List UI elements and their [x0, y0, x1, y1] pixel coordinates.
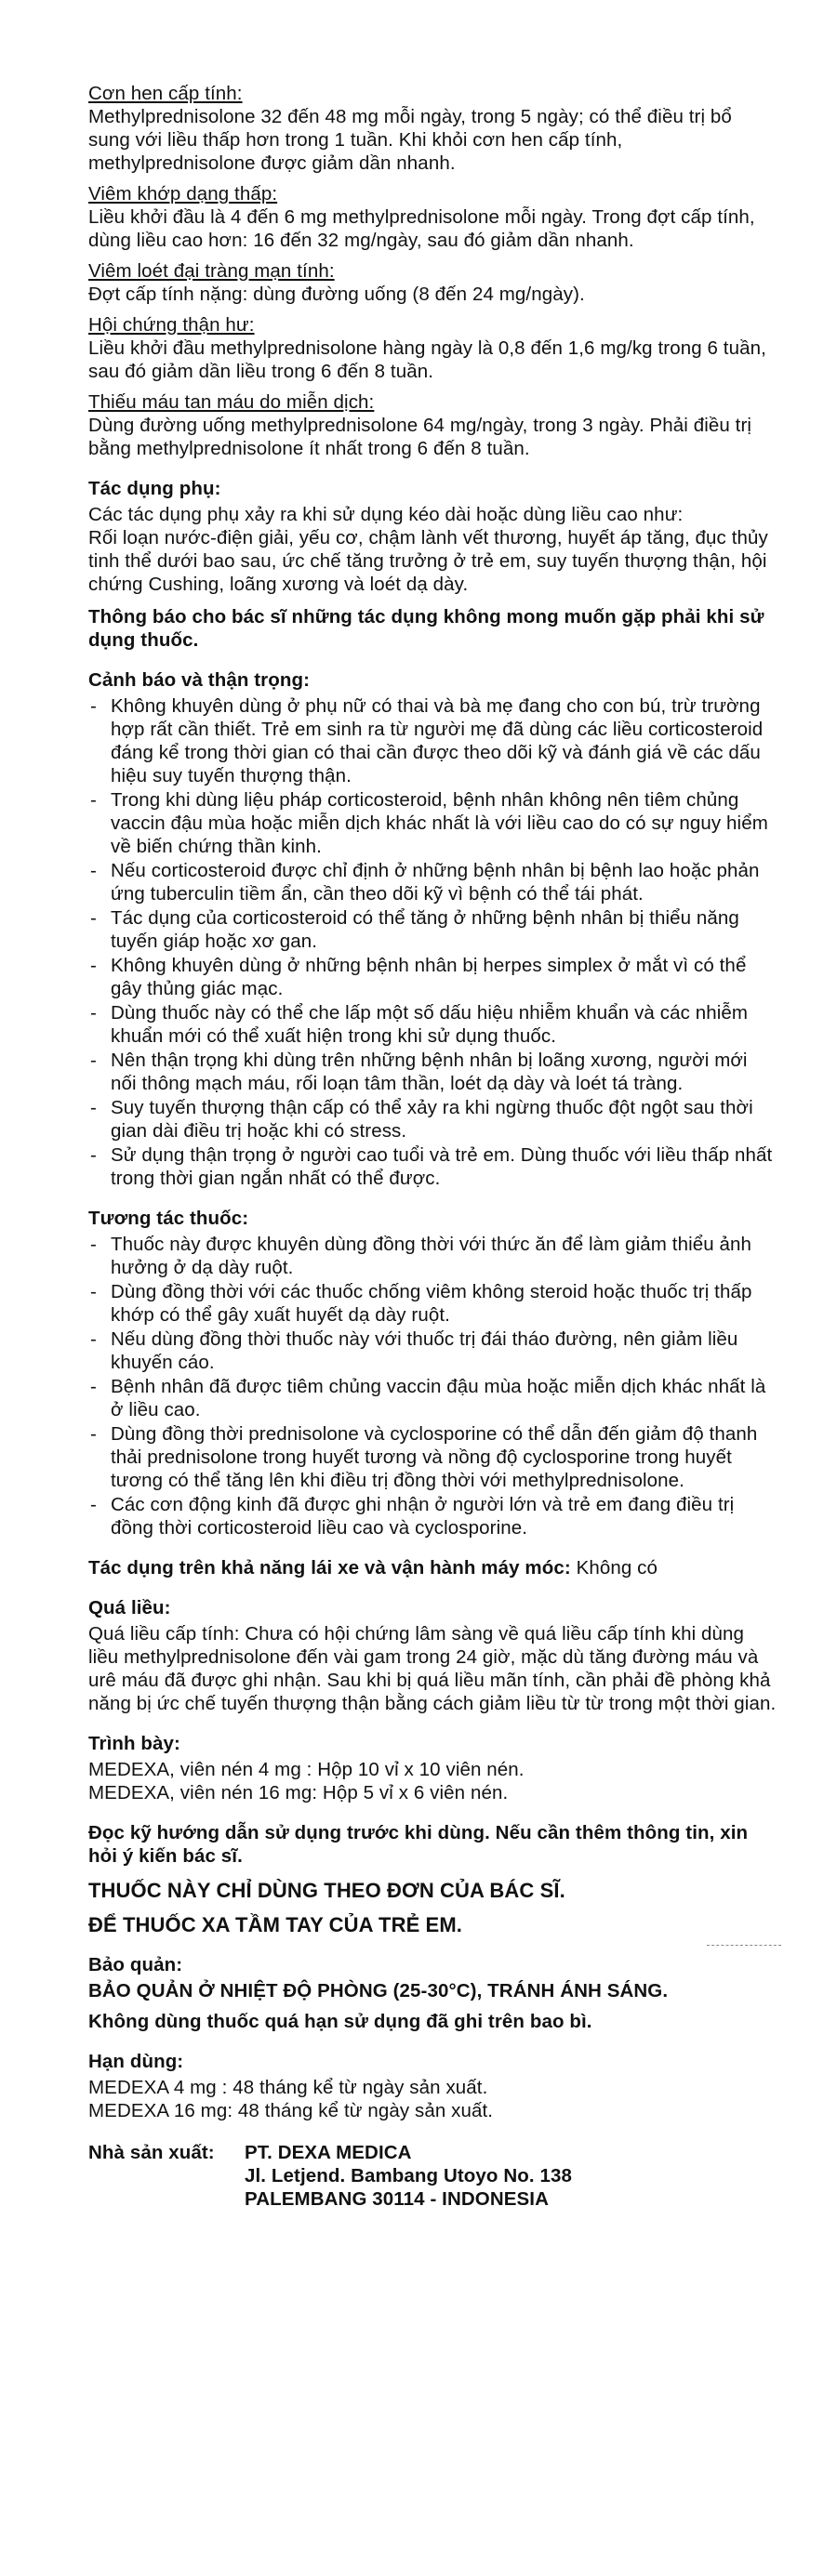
dosage-anemia — [88, 390, 777, 460]
dosage-rheumatoid — [88, 182, 777, 252]
warnings-heading: Cảnh báo và thận trọng: — [88, 669, 311, 691]
prescription-notice: THUỐC NÀY CHỈ DÙNG THEO ĐƠN CỦA BÁC SĨ. — [88, 1879, 565, 1902]
side-effects-section — [88, 477, 777, 652]
dosage-section — [88, 82, 777, 460]
dosage-nephrotic — [88, 313, 777, 383]
children-notice: ĐỂ THUỐC XA TẦM TAY CỦA TRẺ EM. — [88, 1913, 462, 1936]
list-item: - Sử dụng thận trọng ở người cao tuổi và trẻ em. Dùng thuốc với liều thấp nhất trong thời gian ngắn nhất có thể được. — [88, 1143, 777, 1190]
storage-line: Không dùng thuốc quá hạn sử dụng đã ghi trên bao bì. — [88, 2011, 592, 2032]
dosage-text: Methylprednisolone 32 đến 48 mg mỗi ngày, trong 5 ngày; có thể điều trị bổ sung với liều thấp hơn trong 1 tuần. Khi khỏi cơn hen cấp tính, methylprednisolone được giảm dần nhanh. — [88, 106, 732, 174]
dosage-title: Thiếu máu tan máu do miễn dịch: — [88, 391, 375, 413]
shelf-life-line: MEDEXA 4 mg : 48 tháng kể từ ngày sản xuất. — [88, 2077, 488, 2098]
storage-line: BẢO QUẢN Ở NHIỆT ĐỘ PHÒNG (25-30°C), TRÁNH ÁNH SÁNG. — [88, 1980, 669, 2001]
list-item: - Không khuyên dùng ở những bệnh nhân bị herpes simplex ở mắt vì có thể gây thủng giác mạc. — [88, 954, 777, 1000]
side-effects-list: Rối loạn nước-điện giải, yếu cơ, chậm lành vết thương, huyết áp tăng, đục thủy tinh thể dưới bao sau, ức chế tăng trưởng ở trẻ em, suy tuyến thượng thận, hội chứng Cushing, loãng xương và loét dạ dày. — [88, 527, 768, 595]
list-item: - Nếu dùng đồng thời thuốc này với thuốc trị đái tháo đường, nên giảm liều khuyến cáo. — [88, 1328, 777, 1374]
warnings-list — [88, 694, 777, 1190]
scan-artifact-line — [707, 1945, 781, 1946]
interactions-section — [88, 1207, 777, 1539]
list-item: - Bệnh nhân đã được tiêm chủng vaccin đậu mùa hoặc miễn dịch khác nhất là ở liều cao. — [88, 1375, 777, 1421]
storage-heading: Bảo quản: — [88, 1954, 183, 1975]
interactions-list — [88, 1233, 777, 1539]
overdose-heading: Quá liều: — [88, 1597, 171, 1618]
manufacturer-line: Jl. Letjend. Bambang Utoyo No. 138 — [245, 2165, 572, 2186]
warnings-section — [88, 668, 777, 1190]
list-item: - Dùng đồng thời với các thuốc chống viêm không steroid hoặc thuốc trị thấp khớp có thể gây xuất huyết dạ dày ruột. — [88, 1280, 777, 1327]
presentation-line: MEDEXA, viên nén 16 mg: Hộp 5 vỉ x 6 viên nén. — [88, 1782, 509, 1803]
dosage-colitis — [88, 259, 777, 306]
side-effects-heading: Tác dụng phụ: — [88, 478, 221, 499]
list-item: - Dùng thuốc này có thể che lấp một số dấu hiệu nhiễm khuẩn và các nhiễm khuẩn mới có thể xuất hiện trong khi sử dụng thuốc. — [88, 1001, 777, 1048]
list-item: - Nếu corticosteroid được chỉ định ở những bệnh nhân bị bệnh lao hoặc phản ứng tuberculin tiềm ẩn, cần theo dõi kỹ vì bệnh có thể tái phát. — [88, 859, 777, 905]
read-notice: Đọc kỹ hướng dẫn sử dụng trước khi dùng. Nếu cần thêm thông tin, xin hỏi ý kiến bác sĩ. — [88, 1822, 749, 1867]
list-item: - Thuốc này được khuyên dùng đồng thời với thức ăn để làm giảm thiểu ảnh hưởng ở dạ dày ruột. — [88, 1233, 777, 1279]
list-item: - Nên thận trọng khi dùng trên những bệnh nhân bị loãng xương, người mới nối thông mạch máu, rối loạn tâm thần, loét dạ dày và loét tá tràng. — [88, 1049, 777, 1095]
list-item: - Các cơn động kinh đã được ghi nhận ở người lớn và trẻ em đang điều trị đồng thời corticosteroid liều cao và cyclosporine. — [88, 1493, 777, 1539]
dosage-title: Hội chứng thận hư: — [88, 314, 255, 336]
overdose-text: Quá liều cấp tính: Chưa có hội chứng lâm sàng về quá liều cấp tính khi dùng liều methylprednisolone đến vài gam trong 24 giờ, mặc dù tăng đường máu và urê máu đã được ghi nhận. Sau khi bị quá liều mãn tính, cần phải đề phòng khả năng bị ức chế tuyến thượng thận bằng cách giảm liều từ từ trong một thời gian. — [88, 1623, 777, 1714]
manufacturer-section — [88, 2141, 777, 2211]
interactions-heading: Tương tác thuốc: — [88, 1208, 249, 1229]
dosage-asthma — [88, 82, 777, 175]
shelf-life-heading: Hạn dùng: — [88, 2051, 184, 2072]
list-item: - Dùng đồng thời prednisolone và cyclosporine có thể dẫn đến giảm độ thanh thải prednisolone trong huyết tương và nồng độ cyclosporine trong huyết tương có thể tăng lên khi điều trị đồng thời với methylprednisolone. — [88, 1422, 777, 1492]
dosage-text: Đợt cấp tính nặng: dùng đường uống (8 đến 24 mg/ngày). — [88, 284, 585, 305]
list-item: - Tác dụng của corticosteroid có thể tăng ở những bệnh nhân bị thiểu năng tuyến giáp hoặc xơ gan. — [88, 906, 777, 953]
side-effects-notice: Thông báo cho bác sĩ những tác dụng không mong muốn gặp phải khi sử dụng thuốc. — [88, 606, 764, 651]
manufacturer-line: PT. DEXA MEDICA — [245, 2142, 412, 2163]
overdose-section — [88, 1596, 777, 1715]
side-effects-intro: Các tác dụng phụ xảy ra khi sử dụng kéo dài hoặc dùng liều cao như: — [88, 504, 684, 525]
dosage-text: Liều khởi đầu là 4 đến 6 mg methylprednisolone mỗi ngày. Trong đợt cấp tính, dùng liều cao hơn: 16 đến 32 mg/ngày, sau đó giảm dần nhanh. — [88, 206, 755, 251]
shelf-life-line: MEDEXA 16 mg: 48 tháng kể từ ngày sản xuất. — [88, 2100, 494, 2121]
presentation-line: MEDEXA, viên nén 4 mg : Hộp 10 vỉ x 10 viên nén. — [88, 1759, 525, 1780]
presentation-heading: Trình bày: — [88, 1733, 180, 1754]
presentation-section — [88, 1732, 777, 1804]
storage-section — [88, 1953, 777, 2033]
list-item: - Trong khi dùng liệu pháp corticosteroid, bệnh nhân không nên tiêm chủng vaccin đậu mùa hoặc miễn dịch khác nhất là với liều cao do có sự nguy hiểm về biến chứng thần kinh. — [88, 788, 777, 858]
manufacturer-label: Nhà sản xuất: — [88, 2142, 215, 2163]
leaflet-page — [88, 82, 777, 2211]
driving-heading: Tác dụng trên khả năng lái xe và vận hành máy móc: — [88, 1557, 571, 1579]
manufacturer-address — [245, 2141, 572, 2211]
manufacturer-line: PALEMBANG 30114 - INDONESIA — [245, 2188, 549, 2210]
driving-section — [88, 1556, 777, 1579]
driving-value: Không có — [576, 1557, 658, 1579]
list-item: - Suy tuyến thượng thận cấp có thể xảy ra khi ngừng thuốc đột ngột sau thời gian dài điều trị hoặc khi có stress. — [88, 1096, 777, 1143]
dosage-title: Viêm loét đại tràng mạn tính: — [88, 260, 335, 282]
dosage-title: Cơn hen cấp tính: — [88, 83, 243, 104]
dosage-title: Viêm khớp dạng thấp: — [88, 183, 278, 205]
list-item: - Không khuyên dùng ở phụ nữ có thai và bà mẹ đang cho con bú, trừ trường hợp rất cần thiết. Trẻ em sinh ra từ người mẹ đã dùng các liều corticosteroid đáng kể trong thời gian có thai cần được theo dõi kỹ và đánh giá về các dấu hiệu suy tuyến thượng thận. — [88, 694, 777, 787]
dosage-text: Liều khởi đầu methylprednisolone hàng ngày là 0,8 đến 1,6 mg/kg trong 6 tuần, sau đó giảm dần liều trong 6 đến 8 tuần. — [88, 337, 766, 382]
dosage-text: Dùng đường uống methylprednisolone 64 mg/ngày, trong 3 ngày. Phải điều trị bằng methylprednisolone ít nhất trong 6 đến 8 tuần. — [88, 415, 752, 459]
shelf-life-section — [88, 2050, 777, 2122]
